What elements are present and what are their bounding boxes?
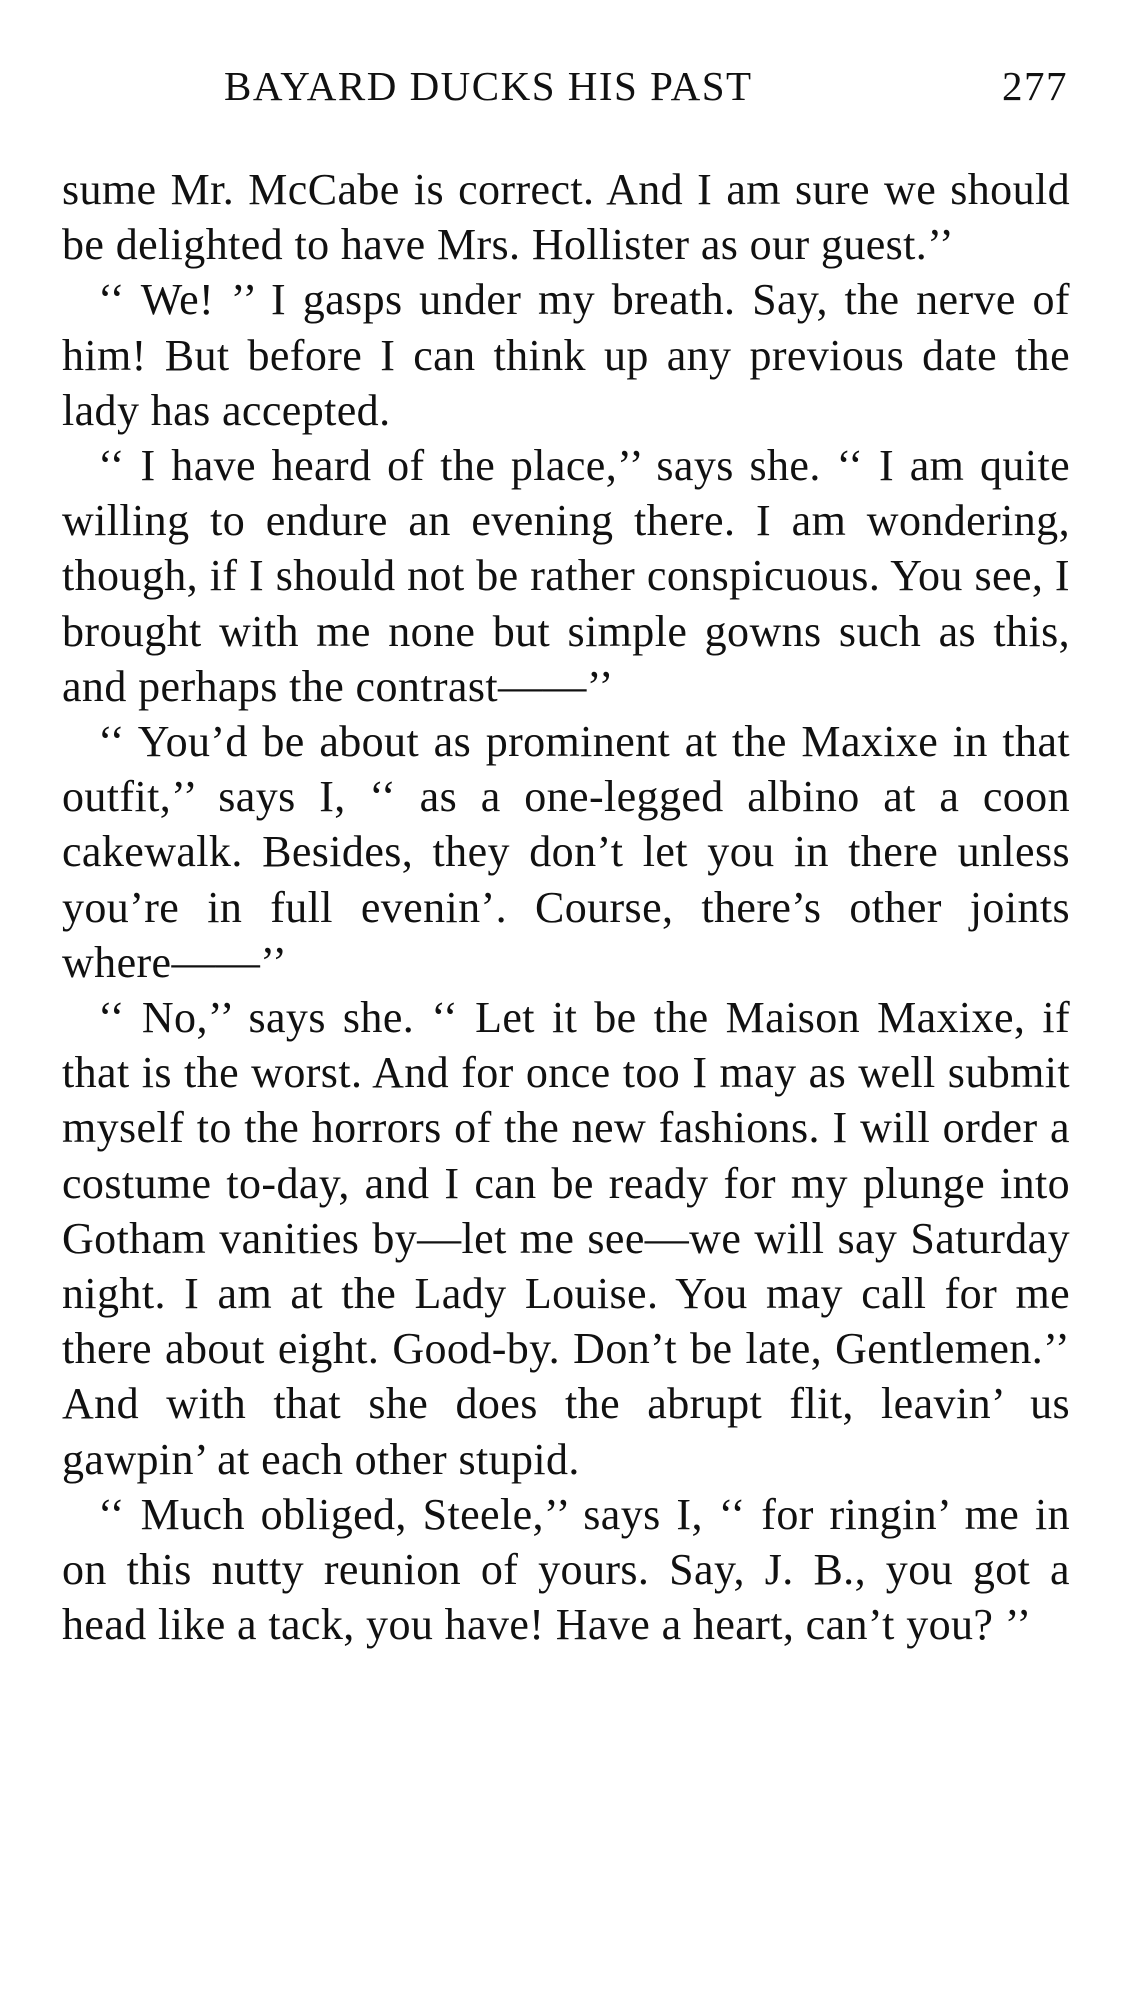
page-number: 277 — [1002, 63, 1068, 109]
paragraph: ‘‘ We! ’’ I gasps under my breath. Say, the nerve of him! But before I can think up any previous date the lady has accepted. — [62, 275, 1070, 435]
body-text — [62, 162, 1070, 1652]
paragraph-continued: sume Mr. McCabe is correct. And I am sure we should be delighted to have Mrs. Hollister as our guest.’’ — [62, 165, 1070, 270]
running-head — [62, 52, 1070, 114]
paragraph: ‘‘ You’d be about as prominent at the Maxixe in that outfit,’’ says I, ‘‘ as a one-legged albino at a coon cakewalk. Besides, they don’t let you in there unless you’re in full evenin’. Course, there’s other joints where——’’ — [62, 717, 1070, 987]
book-page — [62, 52, 1070, 1652]
paragraph: ‘‘ No,’’ says she. ‘‘ Let it be the Maison Maxixe, if that is the worst. And for once too I may as well submit myself to the horrors of the new fashions. I will order a costume to-day, and I can be ready for my plunge into Gotham vanities by—let me see—we will say Saturday night. I am at the Lady Louise. You may call for me there about eight. Good-by. Don’t be late, Gentlemen.’’ And with that she does the abrupt flit, leavin’ us gawpin’ at each other stupid. — [62, 993, 1070, 1484]
paragraph: ‘‘ Much obliged, Steele,’’ says I, ‘‘ for ringin’ me in on this nutty reunion of yours. Say, J. B., you got a head like a tack, you have! Have a heart, can’t you? ’’ — [62, 1489, 1070, 1650]
paragraph: ‘‘ I have heard of the place,’’ says she. ‘‘ I am quite willing to endure an evening there. I am wondering, though, if I should not be rather conspicuous. You see, I brought with me none but simple gowns such as this, and perhaps the contrast——’’ — [62, 441, 1070, 711]
running-title: BAYARD DUCKS HIS PAST — [224, 63, 753, 109]
